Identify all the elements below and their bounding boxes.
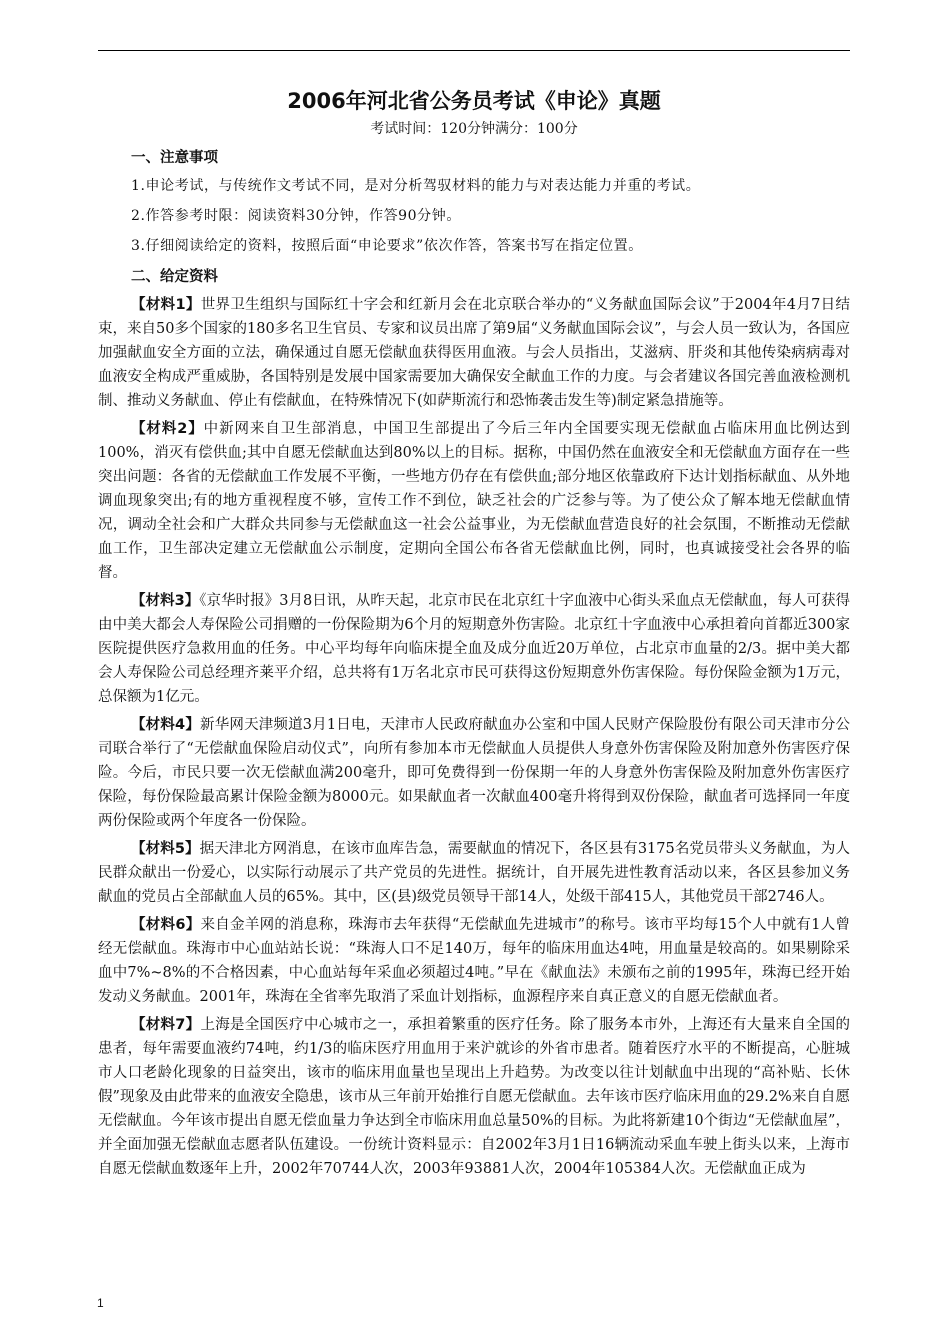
- material-label: 【材料6】: [131, 917, 201, 933]
- material-text: 新华网天津频道3月1日电，天津市人民政府献血办公室和中国人民财产保险股份有限公司天津市分公司联合举行了“无偿献血保险启动仪式”，向所有参加本市无偿献血人员提供人身意外伤害保险及附加意外伤害医疗保险。今后，市民只要一次无偿献血满200毫升，即可免费得到一份保期一年的人身意外伤害保险及附加意外伤害医疗保险，每份保险最高累计保险金额为8000元。如果献血者一次献血400毫升将得到双份保险，献血者可选择同一年度两份保险或两个年度各一份保险。: [98, 717, 851, 829]
- material-label: 【材料2】: [131, 421, 204, 437]
- material-text: 据天津北方网消息，在该市血库告急，需要献血的情况下，各区县有3175名党员带头义务献血，为人民群众献出一份爱心，以实际行动展示了共产党员的先进性。据统计，自开展先进性教育活动以来，各区县参加义务献血的党员占全部献血人员的65%。其中，区(县)级党员领导干部14人，处级干部415人，其他党员干部2746人。: [98, 841, 850, 905]
- material-7: [98, 1013, 850, 1181]
- page-title: 2006年河北省公务员考试《申论》真题: [287, 89, 661, 113]
- material-label: 【材料3】: [131, 593, 200, 609]
- header-rule: [98, 50, 850, 51]
- note-item: 3.仔细阅读给定的资料，按照后面“申论要求”依次作答，答案书写在指定位置。: [131, 238, 643, 254]
- material-text: 世界卫生组织与国际红十字会和红新月会在北京联合举办的“义务献血国际会议”于2004年4月7日结束，来自50多个国家的180多名卫生官员、专家和议员出席了第9届“义务献血国际会议”，与会人员一致认为，各国应加强献血安全方面的立法，确保通过自愿无偿献血获得医用血液。与会人员指出，艾滋病、肝炎和其他传染病病毒对血液安全构成严重威胁，各国特别是发展中国家需要加大确保安全献血工作的力度。与会者建议各国完善血液检测机制、推动义务献血、停止有偿献血，在特殊情况下(如萨斯流行和恐怖袭击发生等)制定紧急措施等。: [98, 297, 850, 409]
- material-label: 【材料5】: [131, 841, 200, 857]
- material-3: [98, 589, 850, 709]
- note-item: 2.作答参考时限：阅读资料30分钟，作答90分钟。: [131, 208, 461, 224]
- material-text: 来自金羊网的消息称，珠海市去年获得“无偿献血先进城市”的称号。该市平均每15个人中就有1人曾经无偿献血。珠海市中心血站站长说：“珠海人口不足140万，每年的临床用血达4吨，用血量是较高的。如果剔除采血中7%~8%的不合格因素，中心血站每年采血必须超过4吨。”早在《献血法》未颁布之前的1995年，珠海已经开始发动义务献血。2001年，珠海在全省率先取消了采血计划指标，血源程序来自真正意义的自愿无偿献血者。: [98, 917, 851, 1005]
- document-body: [98, 78, 850, 1185]
- note-item: 1.申论考试，与传统作文考试不同，是对分析驾驭材料的能力与对表达能力并重的考试。: [131, 178, 701, 194]
- material-text: 上海是全国医疗中心城市之一，承担着繁重的医疗任务。除了服务本市外，上海还有大量来自全国的患者，每年需要血液约74吨，约1/3的临床医疗用血用于来沪就诊的外省市患者。随着医疗水平的不断提高，心脏城市人口老龄化现象的日益突出，该市的临床用血量也呈现出上升趋势。为改变以往计划献血中出现的“高补贴、长休假”现象及由此带来的血液安全隐患，该市从三年前开始推行自愿无偿献血。去年该市医疗临床用血的29.2%来自自愿无偿献血。今年该市提出自愿无偿血量力争达到全市临床用血总量50%的目标。为此将新建10个街边“无偿献血屋”，并全面加强无偿献血志愿者队伍建设。一份统计资料显示：自2002年3月1日16辆流动采血车驶上街头以来，上海市自愿无偿献血数逐年上升，2002年70744人次，2003年93881人次，2004年105384人次。无偿献血正成为: [98, 1017, 850, 1177]
- material-text: 《京华时报》3月8日讯，从昨天起，北京市民在北京红十字血液中心街头采血点无偿献血，每人可获得由中美大都会人寿保险公司捐赠的一份保险期为6个月的短期意外伤害险。北京红十字血液中心承担着向首都近300家医院提供医疗急救用血的任务。中心平均每年向临床提全血及成分血近20万单位，占北京市血量的2/3。据中美大都会人寿保险公司总经理齐莱平介绍，总共将有1万名北京市民可获得这份短期意外伤害保险。每份保险金额为1万元，总保额为1亿元。: [98, 593, 850, 705]
- material-2: [98, 417, 850, 585]
- material-label: 【材料7】: [131, 1017, 201, 1033]
- material-6: [98, 913, 850, 1009]
- page-number: 1: [97, 1296, 104, 1310]
- exam-info: 考试时间：120分钟满分：100分: [370, 121, 578, 137]
- section-heading-materials: 二、给定资料: [131, 269, 218, 285]
- material-label: 【材料4】: [131, 717, 201, 733]
- material-4: [98, 713, 850, 833]
- material-5: [98, 837, 850, 909]
- material-label: 【材料1】: [131, 297, 201, 313]
- section-heading-notes: 一、注意事项: [131, 150, 218, 166]
- material-text: 中新网来自卫生部消息，中国卫生部提出了今后三年内全国要实现无偿献血占临床用血比例达到100%，消灭有偿供血;其中自愿无偿献血达到80%以上的目标。据称，中国仍然在血液安全和无偿献血方面存在一些突出问题：各省的无偿献血工作发展不平衡，一些地方仍存在有偿供血;部分地区依靠政府下达计划指标献血、从外地调血现象突出;有的地方重视程度不够，宣传工作不到位，缺乏社会的广泛参与等。为了使公众了解本地无偿献血情况，调动全社会和广大群众共同参与无偿献血这一社会公益事业，为无偿献血营造良好的社会氛围，不断推动无偿献血工作，卫生部决定建立无偿献血公示制度，定期向全国公布各省无偿献血比例，同时，也真诚接受社会各界的临督。: [98, 421, 851, 581]
- material-1: [98, 293, 850, 413]
